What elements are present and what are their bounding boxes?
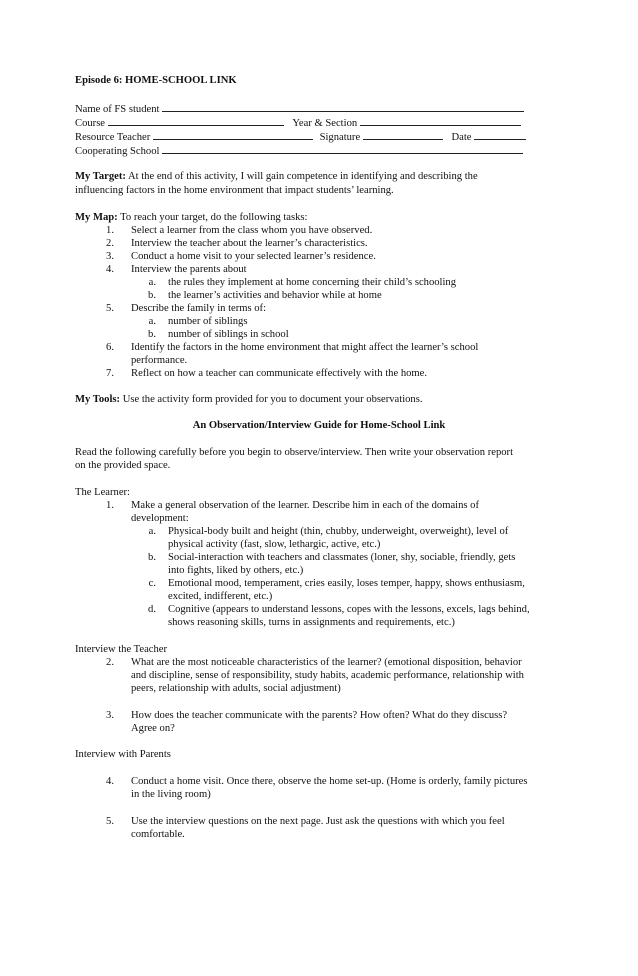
tools-line: [75, 393, 423, 406]
signature-label: Signature: [319, 132, 361, 143]
target-line-1: [75, 170, 478, 183]
resource-teacher-label: Resource Teacher: [75, 132, 151, 143]
target-label: My Target:: [75, 171, 126, 182]
instructions-line-1: Read the following carefully before you begin to observe/interview. Then write your observation report: [75, 447, 514, 458]
map-intro: To reach your target, do the following tasks:: [120, 212, 308, 223]
course-field-line[interactable]: [108, 115, 284, 126]
cooperating-school-field-row: [75, 143, 523, 158]
learner-sub-d-line2: shows reasoning skills, turns in assignments and requirements, etc.): [168, 617, 455, 628]
signature-field-line[interactable]: [363, 129, 443, 140]
cooperating-school-field-line[interactable]: [162, 143, 523, 154]
parents-item4-line2: in the living room): [131, 789, 211, 800]
year-section-label: Year & Section: [292, 118, 358, 129]
map-intro-line: [75, 211, 308, 224]
teacher-heading: Interview the Teacher: [75, 644, 168, 655]
name-field-line[interactable]: [162, 101, 524, 112]
parents-item5-line2: comfortable.: [131, 829, 185, 840]
date-field-line[interactable]: [474, 129, 526, 140]
learner-sub-c-line2: excited, indifferent, etc.): [168, 591, 273, 602]
tools-text: Use the activity form provided for you to document your observations.: [122, 394, 423, 405]
target-text-2: influencing factors in the home environment that impact students’ learning.: [75, 185, 394, 196]
learner-sub-b-line2: into fights, liked by others, etc.): [168, 565, 304, 576]
teacher-item2-line2: and discipline, sense of responsibility, study habits, academic performance, relationship with: [131, 670, 524, 681]
map-label: My Map:: [75, 212, 118, 223]
learner-heading: The Learner:: [75, 487, 130, 498]
episode-title: Episode 6: HOME-SCHOOL LINK: [75, 75, 237, 86]
parents-heading: Interview with Parents: [75, 749, 171, 760]
teacher-item2-line3: peers, relationship with adults, social adjustment): [131, 683, 341, 694]
year-section-field-line[interactable]: [360, 115, 521, 126]
resource-teacher-field-line[interactable]: [153, 129, 313, 140]
guide-title: An Observation/Interview Guide for Home-School Link: [192, 420, 446, 431]
cooperating-school-label: Cooperating School: [75, 146, 160, 157]
date-label: Date: [451, 132, 472, 143]
document-page: Episode 6: HOME-SCHOOL LINK Name of FS student Course Year & Section Resource Teacher Signature Date Cooperating School My Target: At the end of this activity, I will gain competence in identifying and describing the influencing factors in the home environment that impact students’ learning. My Map: To reach your target, do the following tasks: 1. Select a learner from the class whom you have observed. 2. Interview the teacher about the learner’s characteristics. 3. Conduct a home visit to your selected learner’s residence. 4. Interview the parents about a. the rules they implement at home concerning their child’s schooling b. the learner’s activities and behavior while at home 5. Describe the family in terms of: a. number of siblings b. number of siblings in school 6. Identify the factors in the home environment that might affect the learner’s school performance. 7. Reflect on how a teacher can communicate effectively with the home. My Tools: Use the activity form provided for you to document your observations. An Observation/Interview Guide for Home-School Link Read the following carefully before you begin to observe/interview. Then write your observation report on the provided space. The Learner: 1. Make a general observation of the learner. Describe him in each of the domains of development: a. Physical-body built and height (thin, chubby, underweight, overweight), level of physical activity (fast, slow, lethargic, active, etc.) b. Social-interaction with teachers and classmates (loner, shy, sociable, friendly, gets into fights, liked by others, etc.) c. Emotional mood, temperament, cries easily, loses temper, happy, shows enthusiasm, excited, indifferent, etc.) d. Cognitive (appears to understand lessons, copes with the lessons, excels, lags behind, shows reasoning skills, turns in assignments and requirements, etc.) Interview the Teacher 2. What are the most noticeable characteristics of the learner? (emotional disposition, behavior and discipline, sense of responsibility, study habits, academic performance, relationship with peers, relationship with adults, social adjustment) 3. How does the teacher communicate with the parents? How often? What do they discuss? Agree on? Interview with Parents 4. Conduct a home visit. Once there, observe the home set-up. (Home is orderly, family pictures in the living room) 5. Use the interview questions on the next page. Just ask the questions with which you feel comfortable.: [0, 0, 638, 976]
learner-item1-line2: development:: [131, 513, 189, 524]
name-label: Name of FS student: [75, 104, 160, 115]
learner-sub-a-line2: physical activity (fast, slow, lethargic, active, etc.): [168, 539, 381, 550]
instructions-line-2: on the provided space.: [75, 460, 171, 471]
teacher-item3-line2: Agree on?: [131, 723, 175, 734]
course-label: Course: [75, 118, 106, 129]
tools-label: My Tools:: [75, 394, 121, 405]
target-text-1: At the end of this activity, I will gain competence in identifying and describing the: [127, 171, 478, 182]
